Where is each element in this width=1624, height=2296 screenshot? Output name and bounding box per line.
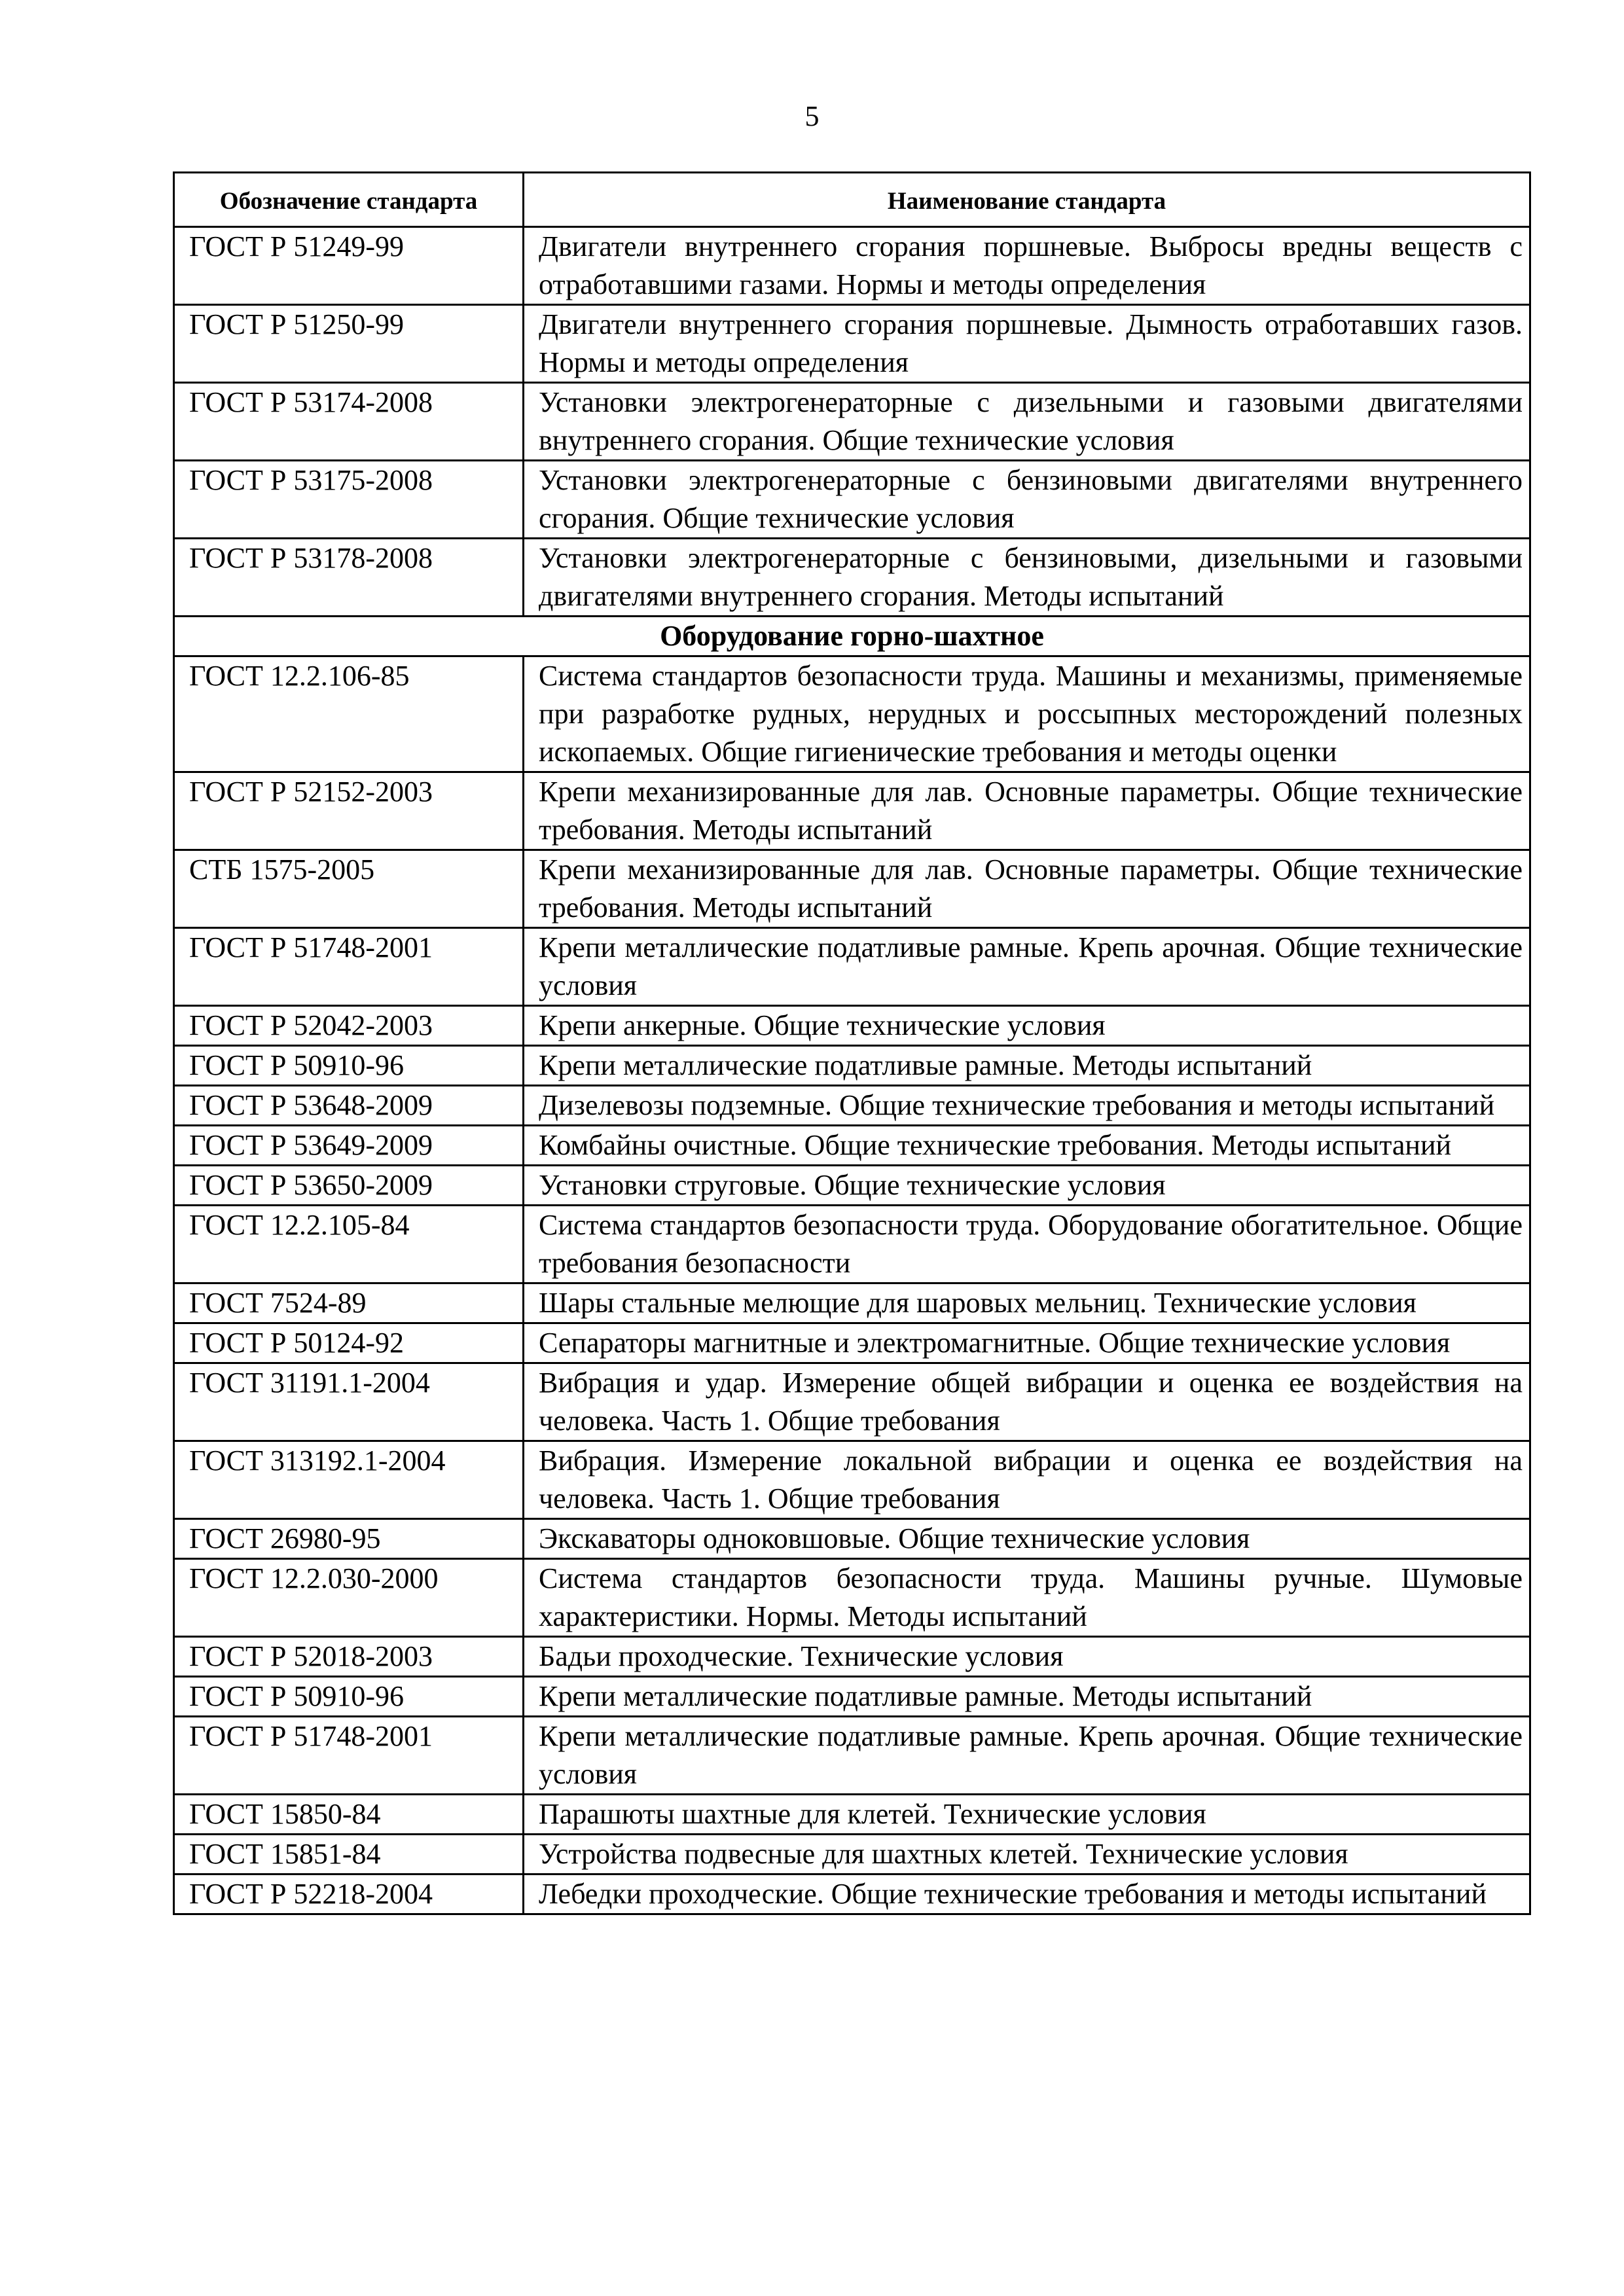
table-row	[174, 1795, 1530, 1835]
table-row	[174, 1441, 1530, 1519]
standard-code: СТБ 1575-2005	[174, 850, 524, 928]
standard-name: Крепи анкерные. Общие технические условия	[524, 1006, 1530, 1046]
table-row	[174, 772, 1530, 850]
table-row	[174, 539, 1530, 617]
standard-code: ГОСТ Р 53649-2009	[174, 1126, 524, 1166]
standard-code: ГОСТ Р 53648-2009	[174, 1086, 524, 1126]
section-title: Оборудование горно-шахтное	[174, 617, 1530, 656]
standard-name: Устройства подвесные для шахтных клетей. Технические условия	[524, 1835, 1530, 1874]
table-row	[174, 656, 1530, 772]
standard-name: Установки электрогенераторные с бензиновыми, дизельными и газовыми двигателями внутреннего сгорания. Методы испытаний	[524, 539, 1530, 617]
table-row	[174, 928, 1530, 1006]
table-row	[174, 1006, 1530, 1046]
standard-name: Экскаваторы одноковшовые. Общие технические условия	[524, 1519, 1530, 1559]
standard-name: Крепи металлические податливые рамные. Крепь арочная. Общие технические условия	[524, 1717, 1530, 1795]
table-row	[174, 1166, 1530, 1206]
standard-name: Вибрация и удар. Измерение общей вибрации и оценка ее воздействия на человека. Часть 1. Общие требования	[524, 1363, 1530, 1441]
header-code: Обозначение стандарта	[174, 173, 524, 227]
standard-code: ГОСТ Р 53174-2008	[174, 383, 524, 461]
standard-name: Дизелевозы подземные. Общие технические требования и методы испытаний	[524, 1086, 1530, 1126]
standard-name: Шары стальные мелющие для шаровых мельниц. Технические условия	[524, 1283, 1530, 1323]
standard-name: Система стандартов безопасности труда. Машины ручные. Шумовые характеристики. Нормы. Методы испытаний	[524, 1559, 1530, 1637]
table-row	[174, 1283, 1530, 1323]
standard-name: Сепараторы магнитные и электромагнитные. Общие технические условия	[524, 1323, 1530, 1363]
standard-name: Двигатели внутреннего сгорания поршневые. Выбросы вредны веществ с отработавшими газами. Нормы и методы определения	[524, 227, 1530, 305]
table-row	[174, 1126, 1530, 1166]
standard-code: ГОСТ 313192.1-2004	[174, 1441, 524, 1519]
table-row	[174, 1046, 1530, 1086]
standard-code: ГОСТ 26980-95	[174, 1519, 524, 1559]
table-row	[174, 1559, 1530, 1637]
standard-code: ГОСТ Р 53175-2008	[174, 461, 524, 539]
table-row	[174, 461, 1530, 539]
table-row	[174, 850, 1530, 928]
table-row	[174, 227, 1530, 305]
standard-name: Лебедки проходческие. Общие технические требования и методы испытаний	[524, 1874, 1530, 1914]
standard-name: Бадьи проходческие. Технические условия	[524, 1637, 1530, 1677]
standard-code: ГОСТ 15851-84	[174, 1835, 524, 1874]
standard-code: ГОСТ Р 52018-2003	[174, 1637, 524, 1677]
standard-name: Вибрация. Измерение локальной вибрации и оценка ее воздействия на человека. Часть 1. Общие требования	[524, 1441, 1530, 1519]
standard-name: Установки электрогенераторные с бензиновыми двигателями внутреннего сгорания. Общие технические условия	[524, 461, 1530, 539]
standard-code: ГОСТ Р 53650-2009	[174, 1166, 524, 1206]
standard-code: ГОСТ Р 52218-2004	[174, 1874, 524, 1914]
standard-name: Комбайны очистные. Общие технические требования. Методы испытаний	[524, 1126, 1530, 1166]
page-number: 5	[804, 100, 820, 132]
standard-code: ГОСТ 12.2.106-85	[174, 656, 524, 772]
standard-code: ГОСТ 7524-89	[174, 1283, 524, 1323]
standard-code: ГОСТ Р 52152-2003	[174, 772, 524, 850]
table-row	[174, 1519, 1530, 1559]
standard-name: Крепи механизированные для лав. Основные параметры. Общие технические требования. Методы испытаний	[524, 850, 1530, 928]
table-row	[174, 1677, 1530, 1717]
standard-name: Крепи металлические податливые рамные. Методы испытаний	[524, 1677, 1530, 1717]
standard-name: Двигатели внутреннего сгорания поршневые. Дымность отработавших газов. Нормы и методы определения	[524, 305, 1530, 383]
standard-name: Установки струговые. Общие технические условия	[524, 1166, 1530, 1206]
standard-name: Система стандартов безопасности труда. Оборудование обогатительное. Общие требования безопасности	[524, 1206, 1530, 1283]
section-row	[174, 617, 1530, 656]
standard-name: Крепи механизированные для лав. Основные параметры. Общие технические требования. Методы испытаний	[524, 772, 1530, 850]
header-name: Наименование стандарта	[524, 173, 1530, 227]
standard-code: ГОСТ Р 51249-99	[174, 227, 524, 305]
standard-code: ГОСТ Р 51748-2001	[174, 1717, 524, 1795]
standard-code: ГОСТ Р 52042-2003	[174, 1006, 524, 1046]
standard-name: Парашюты шахтные для клетей. Технические условия	[524, 1795, 1530, 1835]
standard-code: ГОСТ Р 53178-2008	[174, 539, 524, 617]
standard-name: Крепи металлические податливые рамные. Методы испытаний	[524, 1046, 1530, 1086]
standard-code: ГОСТ Р 50124-92	[174, 1323, 524, 1363]
table-row	[174, 305, 1530, 383]
table-row	[174, 1086, 1530, 1126]
standard-code: ГОСТ Р 50910-96	[174, 1677, 524, 1717]
standard-code: ГОСТ 15850-84	[174, 1795, 524, 1835]
table-row	[174, 1717, 1530, 1795]
table-row	[174, 1206, 1530, 1283]
standard-code: ГОСТ Р 51250-99	[174, 305, 524, 383]
standard-code: ГОСТ 31191.1-2004	[174, 1363, 524, 1441]
table-header-row	[174, 173, 1530, 227]
standard-code: ГОСТ 12.2.105-84	[174, 1206, 524, 1283]
standards-table	[173, 171, 1531, 1915]
standard-name: Система стандартов безопасности труда. Машины и механизмы, применяемые при разработке рудных, нерудных и россыпных месторождений полезных ископаемых. Общие гигиенические требования и методы оценки	[524, 656, 1530, 772]
table-row	[174, 383, 1530, 461]
standard-code: ГОСТ 12.2.030-2000	[174, 1559, 524, 1637]
standard-code: ГОСТ Р 51748-2001	[174, 928, 524, 1006]
table-row	[174, 1363, 1530, 1441]
table-row	[174, 1323, 1530, 1363]
standard-name: Крепи металлические податливые рамные. Крепь арочная. Общие технические условия	[524, 928, 1530, 1006]
standard-code: ГОСТ Р 50910-96	[174, 1046, 524, 1086]
table-row	[174, 1874, 1530, 1914]
standard-name: Установки электрогенераторные с дизельными и газовыми двигателями внутреннего сгорания. Общие технические условия	[524, 383, 1530, 461]
table-row	[174, 1637, 1530, 1677]
table-row	[174, 1835, 1530, 1874]
